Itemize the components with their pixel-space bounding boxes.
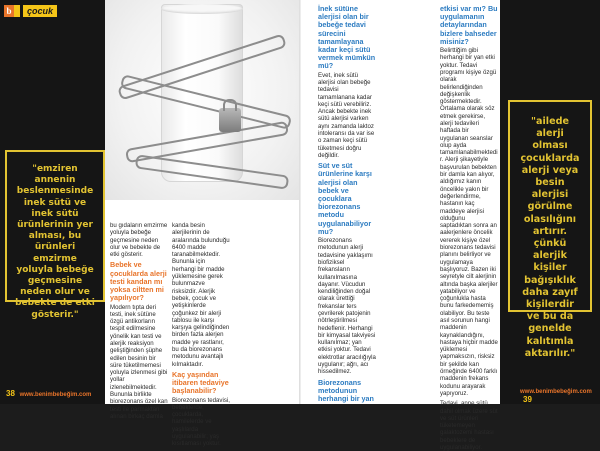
footer-site-left: www.benimbebeğim.com [19, 392, 92, 398]
milk-surface [161, 4, 243, 14]
magazine-brand [4, 4, 57, 18]
brand-logo-icon: b [4, 5, 14, 17]
pull-quote-left [5, 150, 105, 320]
page-spine [299, 0, 301, 404]
footer-site-right: www.benimbebeğim.com [520, 389, 592, 395]
article-column-2 [172, 222, 230, 448]
column-paragraph: Biorezonans metodunun alerji tedavisine yaklaşımı biofiziksel frekansların kullanılmasına dayanır. Vücudun kendiliğinden doğal olarak ürettiği frekanslar ters çevrilerek patojenin nötrleştirilmesi hedeflenir. Herhangi bir kimyasal takviyesi kullanılmaz; yan etkisi yoktur. Tedavi elektrotlar aracılığıyla uygulanır; ağrı, acı hissedilmez. [318, 237, 376, 376]
column-paragraph: Evet, inek sütü alerjisi olan bebeğe tedavisi tamamlanana kadar keçi sütü verebiliriz. Ancak bebekte inek sütü alerjisi varken aynı zamanda laktoz intoleransı da var ise o zaman keçi sütü tüketmesi doğru değildir. [318, 71, 375, 159]
brand-logo-stripe [14, 5, 20, 17]
column-heading: Bebek ve çocuklarda alerji testi kandan mı yoksa ciltten mi yapılıyor? [110, 260, 167, 303]
page-footer-right [520, 389, 600, 404]
column-paragraph: Biorezonans tedavisi, bebeklerde, çocuklarda, hamilelerde ve yaşlılarda uygulanabilir; yaş kısıtlaması yoktur. [172, 396, 230, 448]
section-label: çocuk [23, 5, 57, 17]
padlock-icon [219, 108, 241, 132]
article-column-1 [110, 222, 168, 420]
column-paragraph: bu gıdaların emzirme yoluyla bebeğe geçmesine neden olur ve bebekte de etki gösterir. [110, 222, 168, 259]
article-column-3 [318, 2, 376, 404]
column-heading: Kaç yaşından itibaren tedaviye başlanabilir? [172, 369, 229, 396]
article-column-4 [440, 2, 498, 451]
column-heading: İnek sütüne alerjisi olan bir bebeğe tedavi sürecini tamamlayana kadar keçi sütü vermek mümkün mü? [318, 4, 376, 71]
pull-quote-left-text: "emziren annenin beslenmesinde inek sütü ve inek sütü ürünlerinin yer alması, bu ürünleri emzirme yoluyla bebeğe geçmesine neden olur ve bebekte de etki gösterir." [15, 164, 95, 320]
pull-quote-right-text: "ailede alerji olması çocuklarda alerji veya besin alerjisi görülme olasılığını artırır. çünkü alerjik kişiler bağışıklık daha zayıf kişilerdir ve bu da genelde kalıtımla aktarılır." [520, 116, 580, 359]
column-paragraph: Modern tıpta deri testi, inek sütüne özgü antikorların tespit edilmesine yönelik kan testi ve alerjik reaksiyon geliştiğinden şüphe edilen besinin bir süre tüketilmemesi yoluyla izlenmesi gibi yollar izlenebilmektedir. Bununla birlikte biorezonans özel kan testi ile parmaktan alınan birkaç damla [110, 303, 168, 420]
column-paragraph: kanda besin alerjilerinin de aralarında bulunduğu 6400 madde taranabilmektedir. Bununla için herhangi bir madde yüklemesine gerek bulunmazve risksizdir. Alerjik bebek, çocuk ve yetişkinlerde çoğunkez bir alerji tablosu ile karşı karşıya gelindiğinden birden fazla alerjen madde ye rastlanır, bu da biorezonans metodunu avantajlı kılmaktadır. [172, 222, 230, 368]
pull-quote-right [508, 100, 592, 359]
page-number-left: 38 [6, 389, 15, 398]
column-paragraph: Tedavi, anne sütü dahil olmak üzere süt ve süt ürünleri tüketemeyen galaktozemi hastası bebeklere de uygulanabiliyor. [440, 400, 498, 451]
page-number-right: 39 [523, 395, 532, 404]
milk-glass-photo [105, 0, 300, 200]
column-paragraph: Belirttiğim gibi herhangi bir yan etki yoktur. Tedavi programı kişiye özgü olarak belirlendiğinden değişkenlik göstermektedir. Ortalama olarak söz etmek gerekirse, alerji tedavileri haftada bir uygulanan seanslar olup ayda tamamlanabilmektedir. Alerji şikayetiyle başvurulan bebekten bir damla kan alıyor, aldığımız kanın öncelikle yakın bir değerlendirme, hastanın kaç maddeye alerjisi olduğunu saptadıktan sonra an aalerjenlere öncelik vererek kişiye özel biorezonans tedavisi planını belirliyor ve uygulamaya başlıyoruz. Bazen iki seyretyle cilt alerjinin altında başka alerjiler yatabiliyor ve çoğunlukla hasta bunu farkedememiş olabiliyor. Bu teste asıl sorunun hangi maddenin kaynaklandığını, hastaya hiçbir madde yüklemesi yapmaksızın, risksiz bir şekilde kan örneğinde 6400 farklı maddenin frekans kodunu arayarak yapıyoruz. [440, 47, 498, 397]
column-heading: Biorezonans metodunun herhangi bir yan [318, 377, 374, 404]
page-footer-left [6, 389, 91, 398]
column-heading: Süt ve süt ürünlerine karşı alerjisi olan bebek ve çocuklara biorezonans metodu uygulanabiliyor mu? [318, 161, 372, 236]
column-heading: etkisi var mı? Bu uygulamanın detaylarından bizlere bahseder misiniz? [440, 4, 498, 46]
